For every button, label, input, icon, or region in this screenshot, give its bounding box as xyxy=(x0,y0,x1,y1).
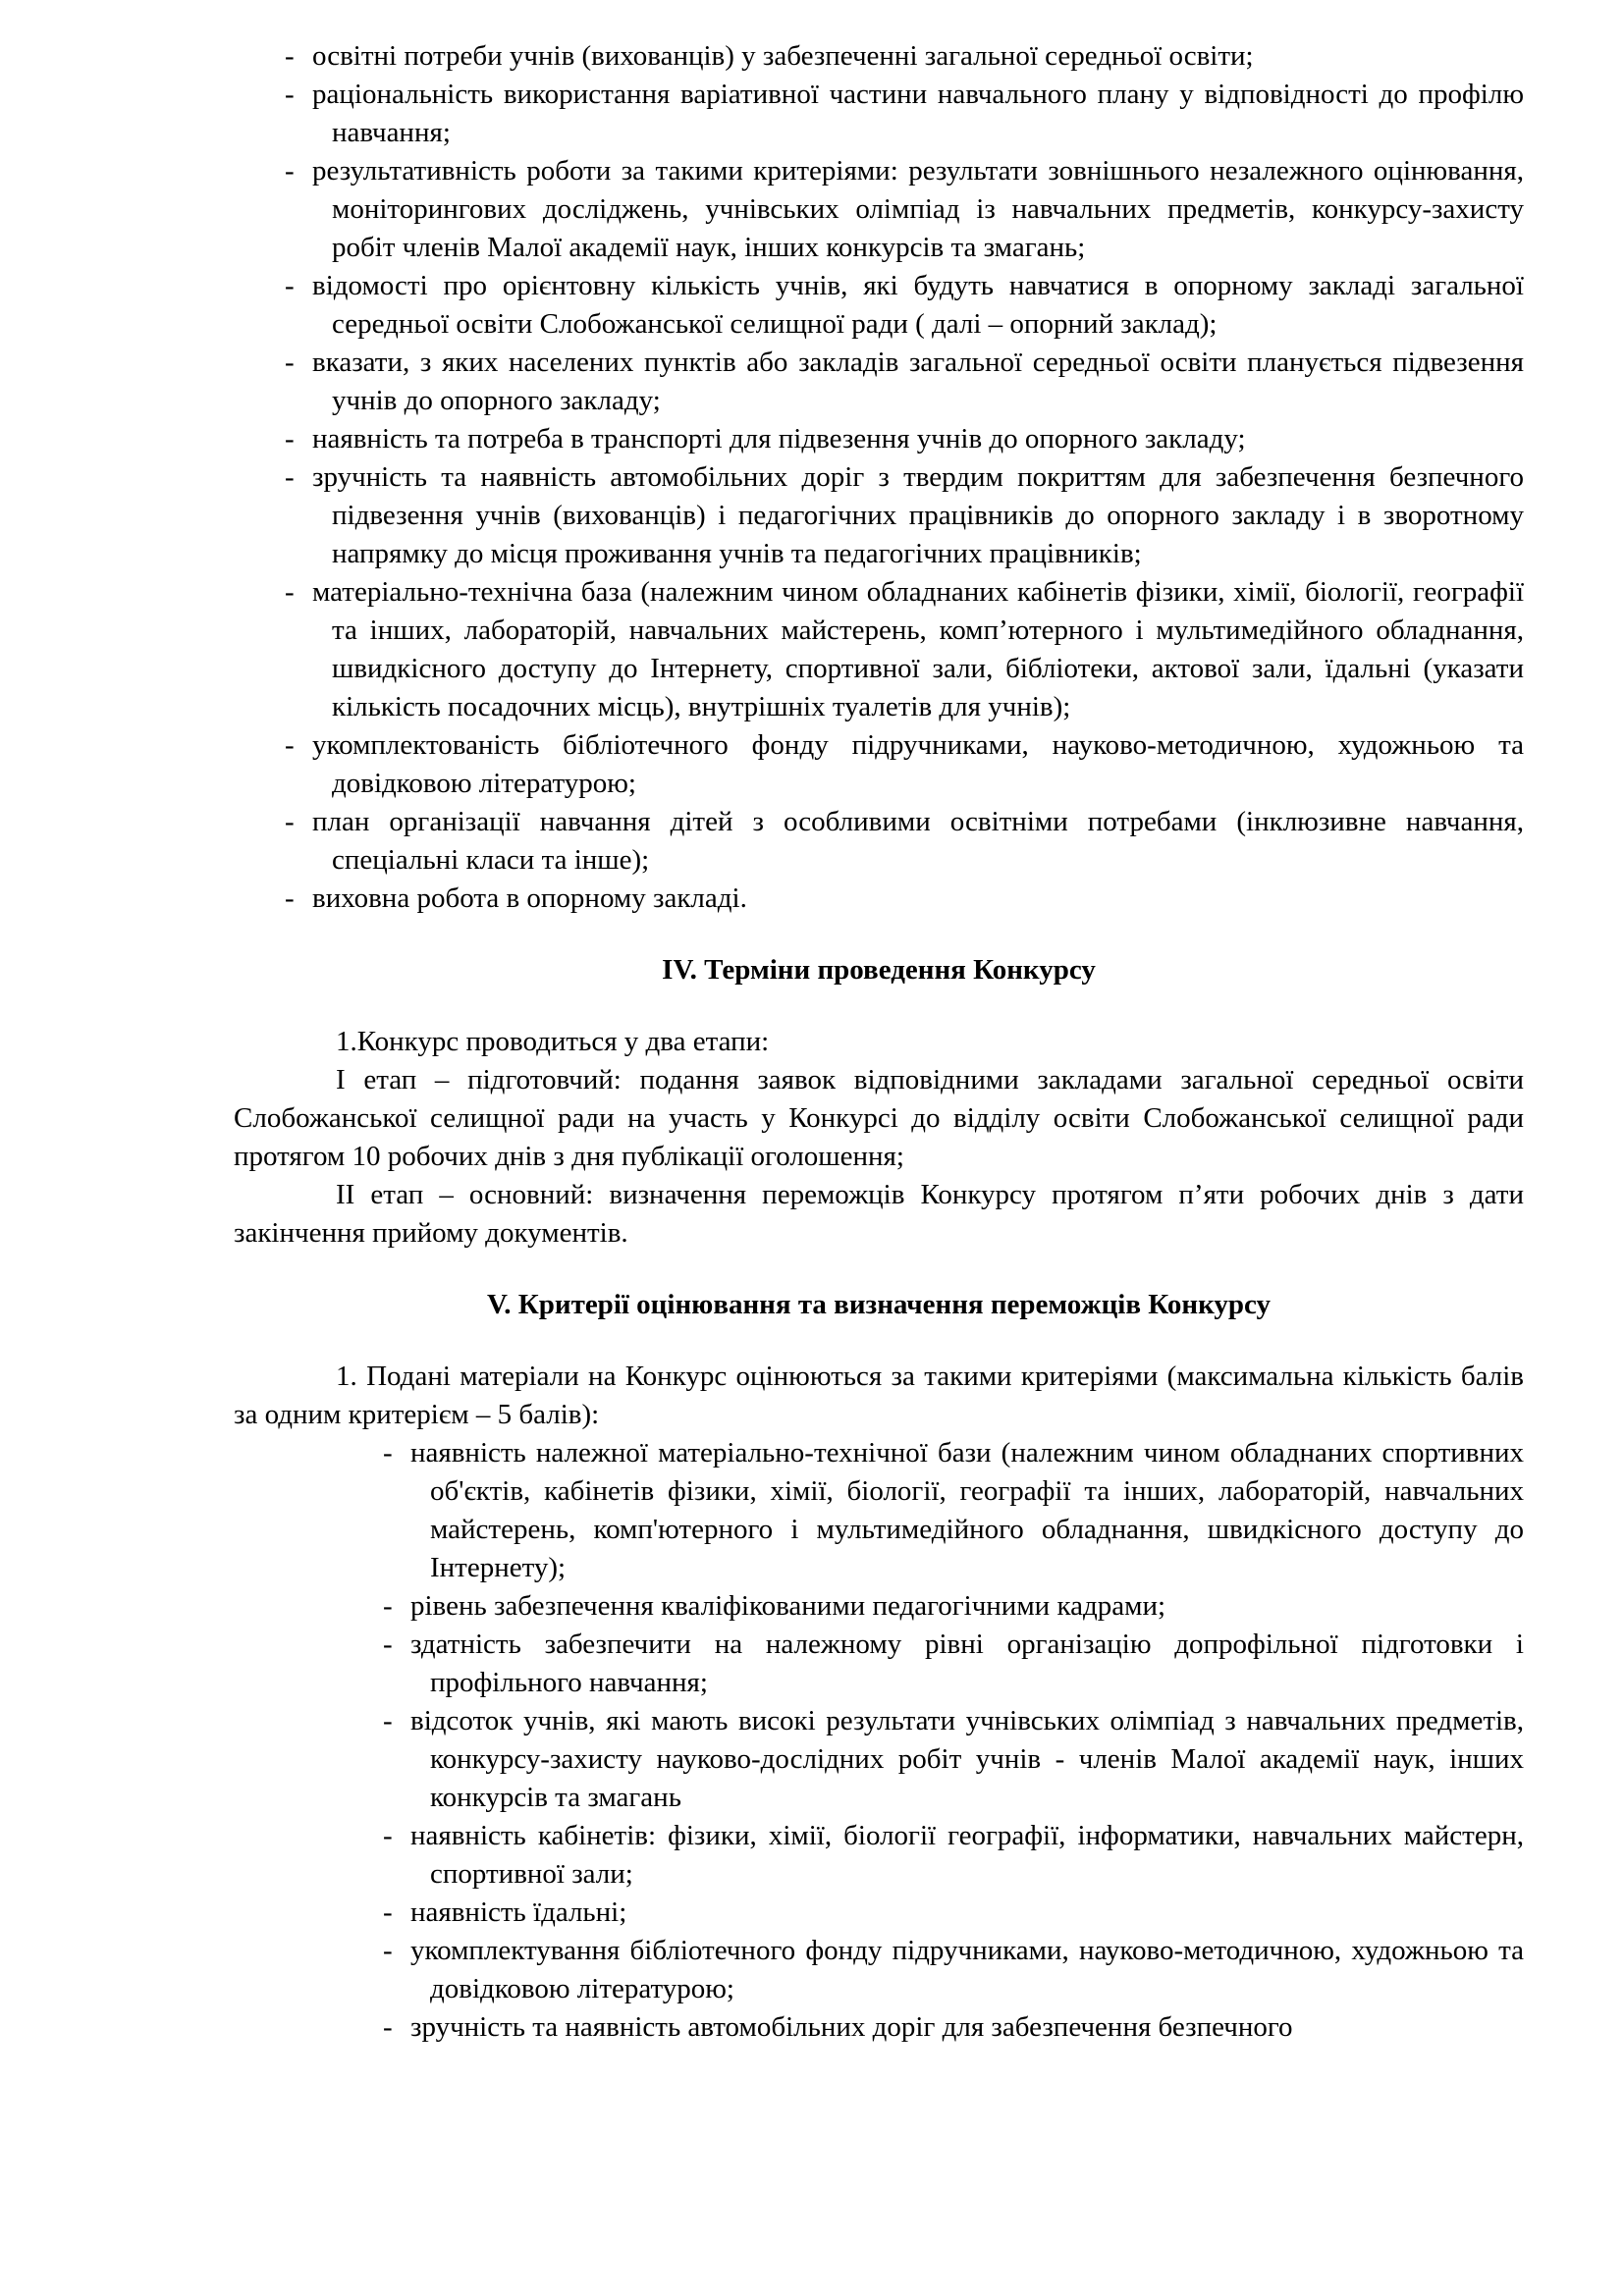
list-item xyxy=(332,1587,1524,1626)
list-item-text: відсоток учнів, які мають високі результати учнівських олімпіад з навчальних предметів, конкурсу-захисту науково-дослідних робіт учнів - членів Малої академії наук, інших конкурсів та змагань xyxy=(410,1705,1524,1813)
list-item xyxy=(234,726,1524,803)
list-dash: - xyxy=(383,1590,393,1622)
list-item xyxy=(234,152,1524,267)
list-dash: - xyxy=(285,347,295,378)
list-item xyxy=(234,880,1524,918)
list-dash: - xyxy=(383,1896,393,1928)
section-5-paragraph-1: 1. Подані матеріали на Конкурс оцінюються за такими критеріями (максимальна кількість балів за одним критерієм – 5 балів): xyxy=(234,1361,1524,1430)
document-content xyxy=(234,37,1524,2047)
list-item-text: виховна робота в опорному закладі. xyxy=(312,882,747,914)
section-4-heading: IV. Терміни проведення Конкурсу xyxy=(662,954,1096,986)
requirements-list xyxy=(234,37,1524,918)
list-item xyxy=(234,76,1524,152)
list-item-text: наявність та потреба в транспорті для підвезення учнів до опорного закладу; xyxy=(312,423,1246,454)
list-item xyxy=(332,1932,1524,2008)
section-5-heading: V. Критерії оцінювання та визначення переможців Конкурсу xyxy=(487,1289,1271,1320)
list-item-text: освітні потреби учнів (вихованців) у забезпеченні загальної середньої освіти; xyxy=(312,40,1254,72)
section-4-paragraph-1: 1.Конкурс проводиться у два етапи: xyxy=(336,1026,770,1057)
list-item xyxy=(332,1702,1524,1817)
list-item-text: матеріально-технічна база (належним чином обладнаних кабінетів фізики, хімії, біології, географії та інших, лабораторій, навчальних майстерень, комп’ютерного і мультимедійного обладнання, швидкісного доступу до Інтернету, спортивної зали, бібліотеки, актової зали, їдальні (указати кількість посадочних місць), внутрішніх туалетів для учнів); xyxy=(312,576,1524,722)
list-dash: - xyxy=(383,1629,393,1660)
list-item xyxy=(234,267,1524,344)
list-item xyxy=(234,344,1524,420)
criteria-list xyxy=(332,1434,1524,2047)
list-item xyxy=(332,1894,1524,1932)
list-item-text: зручність та наявність автомобільних доріг для забезпечення безпечного xyxy=(410,2011,1293,2043)
list-item-text: відомості про орієнтовну кількість учнів, які будуть навчатися в опорному закладі загальної середньої освіти Слобожанської селищної ради ( далі – опорний заклад); xyxy=(312,270,1524,340)
list-dash: - xyxy=(383,1437,393,1468)
list-item-text: укомплектування бібліотечного фонду підручниками, науково-методичною, художньою та довідковою літературою; xyxy=(410,1935,1524,2004)
list-item xyxy=(332,1817,1524,1894)
list-dash: - xyxy=(285,576,295,608)
list-dash: - xyxy=(383,1935,393,1966)
list-item-text: наявність належної матеріально-технічної бази (належним чином обладнаних спортивних об'єктів, кабінетів фізики, хімії, біології, географії та інших, лабораторій, навчальних майстерень, комп'ютерного і мультимедійного обладнання, швидкісного доступу до Інтернету); xyxy=(410,1437,1524,1583)
list-item-text: зручність та наявність автомобільних доріг з твердим покриттям для забезпечення безпечного підвезення учнів (вихованців) і педагогічних працівників до опорного закладу і в зворотному напрямку до місця проживання учнів та педагогічних працівників; xyxy=(312,461,1524,569)
list-item-text: рівень забезпечення кваліфікованими педагогічними кадрами; xyxy=(410,1590,1166,1622)
list-dash: - xyxy=(383,1705,393,1736)
list-dash: - xyxy=(285,270,295,301)
section-4-paragraph-2: I етап – підготовчий: подання заявок відповідними закладами загальної середньої освіти Слобожанської селищної ради на участь у Конкурсі до відділу освіти Слобожанської селищної ради протягом 10 робочих днів з дня публікації оголошення; xyxy=(234,1064,1524,1172)
list-item xyxy=(234,458,1524,573)
section-4-paragraph-3: II етап – основний: визначення переможців Конкурсу протягом п’яти робочих днів з дати закінчення прийому документів. xyxy=(234,1179,1524,1249)
list-dash: - xyxy=(285,806,295,837)
list-item xyxy=(234,573,1524,726)
list-item-text: наявність їдальні; xyxy=(410,1896,627,1928)
list-item-text: укомплектованість бібліотечного фонду підручниками, науково-методичною, художньою та довідковою літературою; xyxy=(312,729,1524,799)
list-item xyxy=(332,1434,1524,1587)
list-item-text: наявність кабінетів: фізики, хімії, біології географії, інформатики, навчальних майстерн, спортивної зали; xyxy=(410,1820,1524,1890)
list-item-text: раціональність використання варіативної частини навчального плану у відповідності до профілю навчання; xyxy=(312,79,1524,148)
list-item xyxy=(234,803,1524,880)
list-dash: - xyxy=(285,155,295,187)
list-dash: - xyxy=(285,461,295,493)
list-dash: - xyxy=(285,423,295,454)
list-item xyxy=(332,2008,1524,2047)
list-dash: - xyxy=(285,729,295,761)
list-dash: - xyxy=(285,882,295,914)
list-dash: - xyxy=(383,1820,393,1851)
list-dash: - xyxy=(285,79,295,110)
list-item xyxy=(332,1626,1524,1702)
list-item-text: план організації навчання дітей з особливими освітніми потребами (інклюзивне навчання, спеціальні класи та інше); xyxy=(312,806,1524,876)
list-item-text: результативність роботи за такими критеріями: результати зовнішнього незалежного оцінювання, моніторингових досліджень, учнівських олімпіад із навчальних предметів, конкурсу-захисту робіт членів Малої академії наук, інших конкурсів та змагань; xyxy=(312,155,1524,263)
list-item xyxy=(234,420,1524,458)
list-dash: - xyxy=(383,2011,393,2043)
list-dash: - xyxy=(285,40,295,72)
list-item-text: здатність забезпечити на належному рівні організацію допрофільної підготовки і профільного навчання; xyxy=(410,1629,1524,1698)
list-item xyxy=(234,37,1524,76)
list-item-text: вказати, з яких населених пунктів або закладів загальної середньої освіти планується підвезення учнів до опорного закладу; xyxy=(312,347,1524,416)
